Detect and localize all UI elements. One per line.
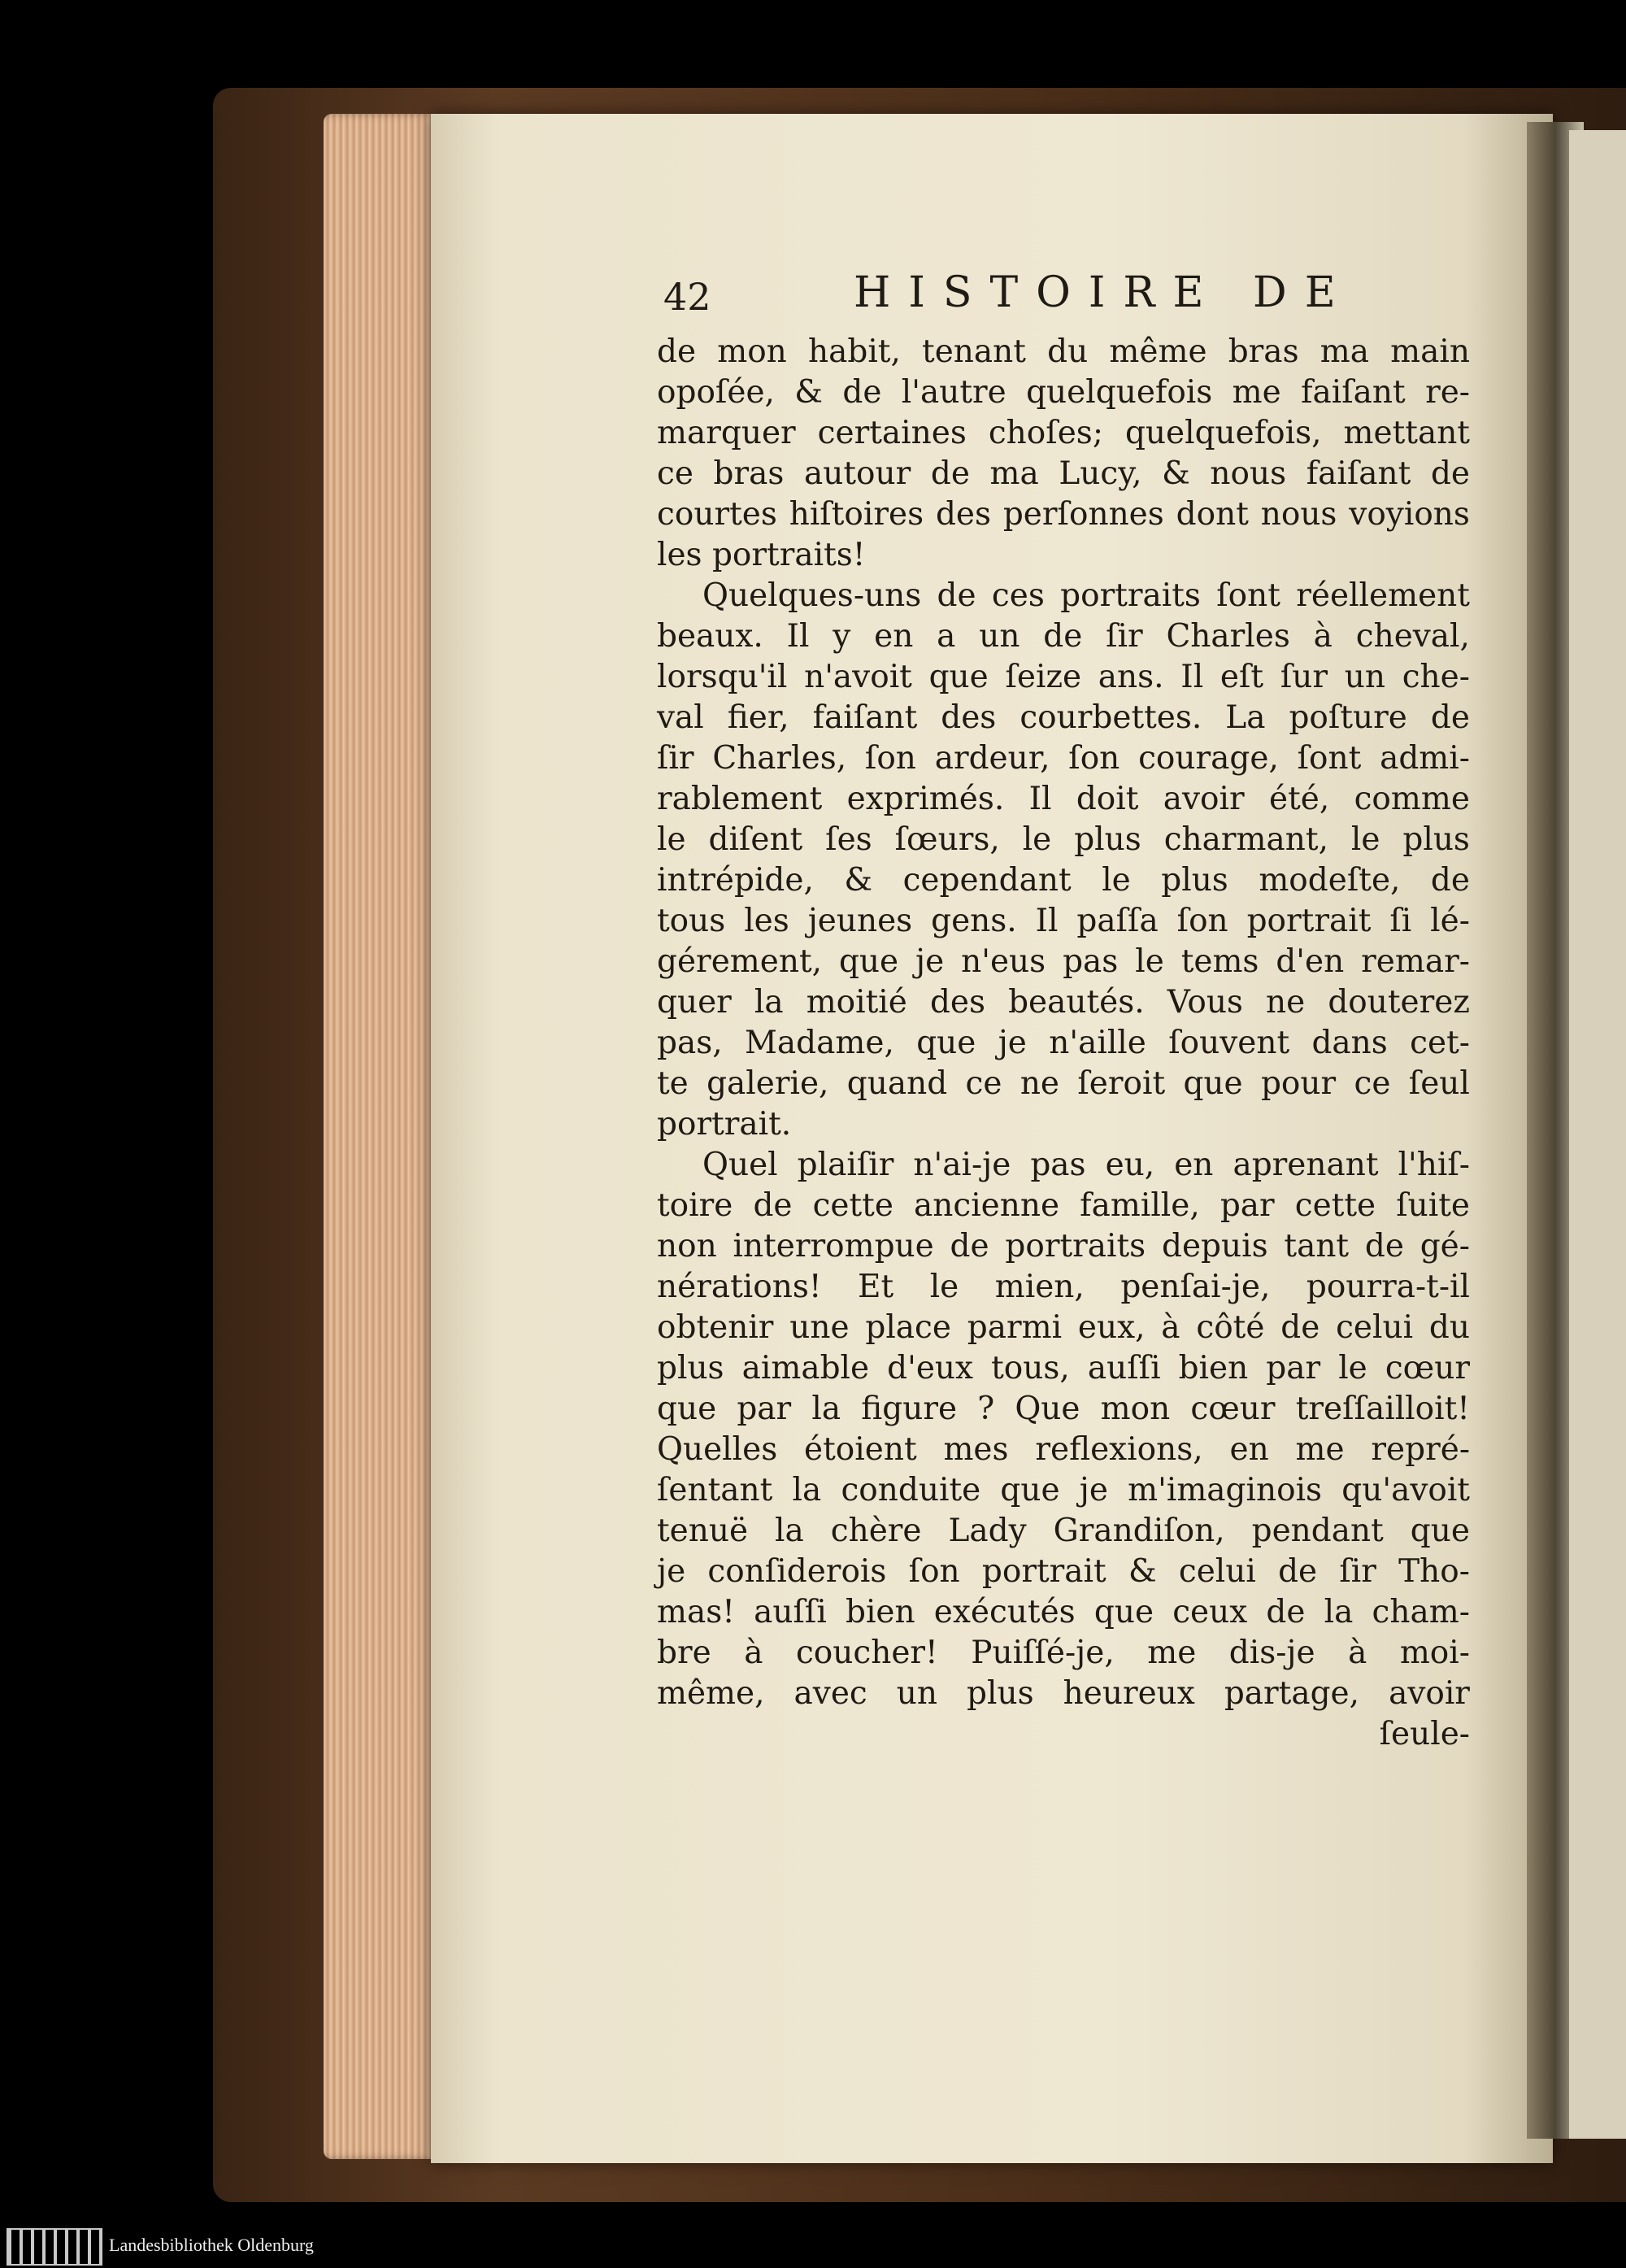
text-line: rablement exprimés. Il doit avoir été, comme <box>657 781 1470 817</box>
text-line: tous les jeunes gens. Il paſſa ſon portrait ſi lé- <box>657 903 1470 939</box>
text-line: Quel plaiſir n'ai-je pas eu, en aprenant l'hiſ- <box>702 1147 1470 1183</box>
text-line: que par la figure ? Que mon cœur treſſailloit! <box>657 1391 1470 1427</box>
text-line: marquer certaines choſes; quelquefois, mettant <box>657 415 1470 451</box>
text-line: beaux. Il y en a un de ſir Charles à cheval, <box>657 618 1470 655</box>
text-line: ce bras autour de ma Lucy, & nous faiſant de <box>657 455 1470 492</box>
text-line: te galerie, quand ce ne ſeroit que pour ce ſeul <box>657 1065 1470 1102</box>
library-logo-icon <box>7 2228 102 2266</box>
body-text <box>657 332 1470 1755</box>
facing-page-edge <box>1569 130 1626 2139</box>
text-line: le diſent ſes ſœurs, le plus charmant, le plus <box>657 821 1470 858</box>
text-line: plus aimable d'eux tous, auſſi bien par le cœur <box>657 1350 1470 1386</box>
text-line: ſir Charles, ſon ardeur, ſon courage, ſont admi- <box>657 740 1470 777</box>
library-name: Landesbibliothek Oldenburg <box>109 2235 314 2255</box>
text-line: obtenir une place parmi eux, à côté de celui du <box>657 1309 1470 1346</box>
text-line: Quelques-uns de ces portraits ſont réellement <box>702 577 1470 614</box>
running-head: HISTOIRE DE <box>854 268 1354 317</box>
text-line: Quelles étoient mes reflexions, en me repré- <box>657 1431 1470 1468</box>
text-line: ſentant la conduite que je m'imaginois qu'avoit <box>657 1472 1470 1508</box>
text-line: même, avec un plus heureux partage, avoir <box>657 1675 1470 1712</box>
text-line: toire de cette ancienne famille, par cette ſuite <box>657 1187 1470 1224</box>
text-line: non interrompue de portraits depuis tant de gé- <box>657 1228 1470 1265</box>
page-edges <box>324 114 437 2159</box>
text-line: je conſiderois ſon portrait & celui de ſir Tho- <box>657 1553 1470 1590</box>
text-line: les portraits! <box>657 537 866 573</box>
text-line: bre à coucher! Puiſſé-je, me dis-je à moi- <box>657 1635 1470 1671</box>
text-line: nérations! Et le mien, penſai-je, pourra-t-il <box>657 1269 1470 1305</box>
text-line: intrépide, & cependant le plus modeſte, de <box>657 862 1470 899</box>
catchword: ſeule- <box>1379 1716 1470 1752</box>
page-number: 42 <box>663 275 711 319</box>
text-line: tenuë la chère Lady Grandiſon, pendant que <box>657 1513 1470 1549</box>
text-line: val fier, faiſant des courbettes. La poſture de <box>657 699 1470 736</box>
text-line: gérement, que je n'eus pas le tems d'en remar- <box>657 943 1470 980</box>
text-line: opoſée, & de l'autre quelquefois me faiſant re- <box>657 374 1470 411</box>
text-line: quer la moitié des beautés. Vous ne douterez <box>657 984 1470 1021</box>
text-line: de mon habit, tenant du même bras ma main <box>657 333 1470 370</box>
text-line: portrait. <box>657 1106 792 1143</box>
text-line: mas! auſſi bien exécutés que ceux de la cham- <box>657 1594 1470 1630</box>
text-line: courtes hiſtoires des perſonnes dont nous voyions <box>657 496 1470 533</box>
text-line: lorsqu'il n'avoit que ſeize ans. Il eſt ſur un che- <box>657 659 1470 695</box>
text-line: pas, Madame, que je n'aille ſouvent dans cet- <box>657 1025 1470 1061</box>
